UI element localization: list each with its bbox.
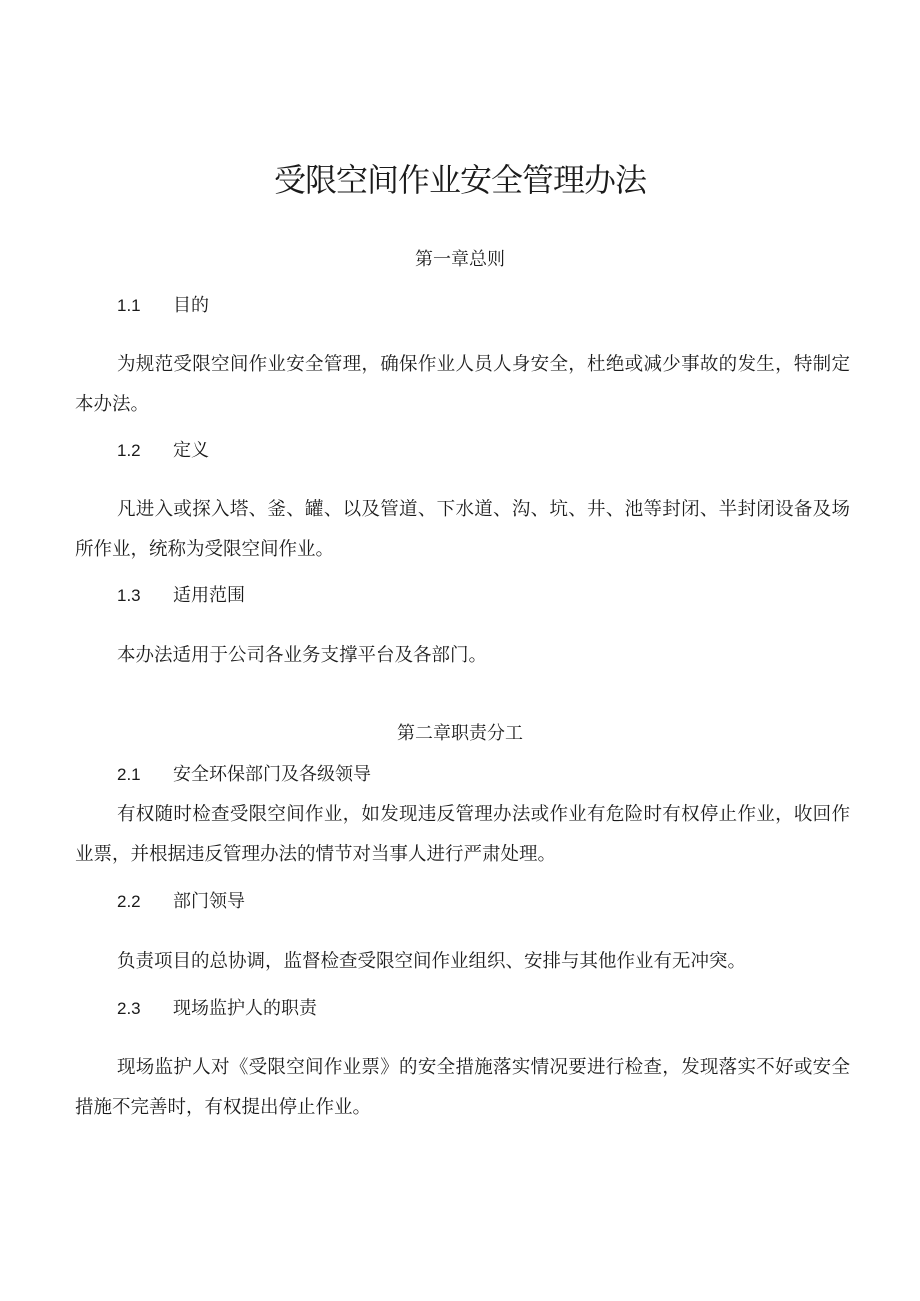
section-number: 1.3 (117, 586, 141, 605)
chapter-heading-1: 第一章总则 (415, 249, 505, 270)
document-title: 受限空间作业安全管理办法 (273, 161, 646, 199)
section-title: 安全环保部门及各级领导 (173, 764, 371, 785)
section-paragraph-2-1: 有权随时检查受限空间作业，如发现违反管理办法或作业有危险时有权停止作业，收回作业票，并根据违反管理办法的情节对当事人进行严肃处理。 (75, 804, 850, 865)
section-paragraph-2-2: 负责项目的总协调，监督检查受限空间作业组织、安排与其他作业有无冲突。 (117, 951, 747, 972)
section-paragraph-1-1: 为规范受限空间作业安全管理，确保作业人员人身安全，杜绝或减少事故的发生，特制定本办法。 (75, 354, 850, 415)
section-title: 部门领导 (173, 891, 245, 912)
section-number: 1.1 (117, 296, 141, 315)
section-title: 目的 (173, 295, 209, 316)
section-title: 现场监护人的职责 (173, 998, 317, 1019)
section-heading-2-3 (117, 996, 317, 1022)
section-heading-2-1 (117, 762, 371, 788)
section-paragraph-1-3: 本办法适用于公司各业务支撑平台及各部门。 (117, 645, 488, 666)
section-paragraph-2-3: 现场监护人对《受限空间作业票》的安全措施落实情况要进行检查，发现落实不好或安全措施不完善时，有权提出停止作业。 (75, 1057, 850, 1118)
section-paragraph-1-2: 凡进入或探入塔、釜、罐、以及管道、下水道、沟、坑、井、池等封闭、半封闭设备及场所作业，统称为受限空间作业。 (75, 499, 850, 560)
section-number: 2.2 (117, 892, 141, 911)
section-number: 2.3 (117, 999, 141, 1018)
section-heading-1-1 (117, 293, 209, 319)
section-number: 2.1 (117, 765, 141, 784)
section-heading-1-2 (117, 438, 209, 464)
section-heading-1-3 (117, 583, 245, 609)
section-heading-2-2 (117, 889, 245, 915)
section-title: 定义 (173, 440, 209, 461)
chapter-heading-2: 第二章职责分工 (397, 723, 523, 744)
section-title: 适用范围 (173, 585, 245, 606)
section-number: 1.2 (117, 441, 141, 460)
